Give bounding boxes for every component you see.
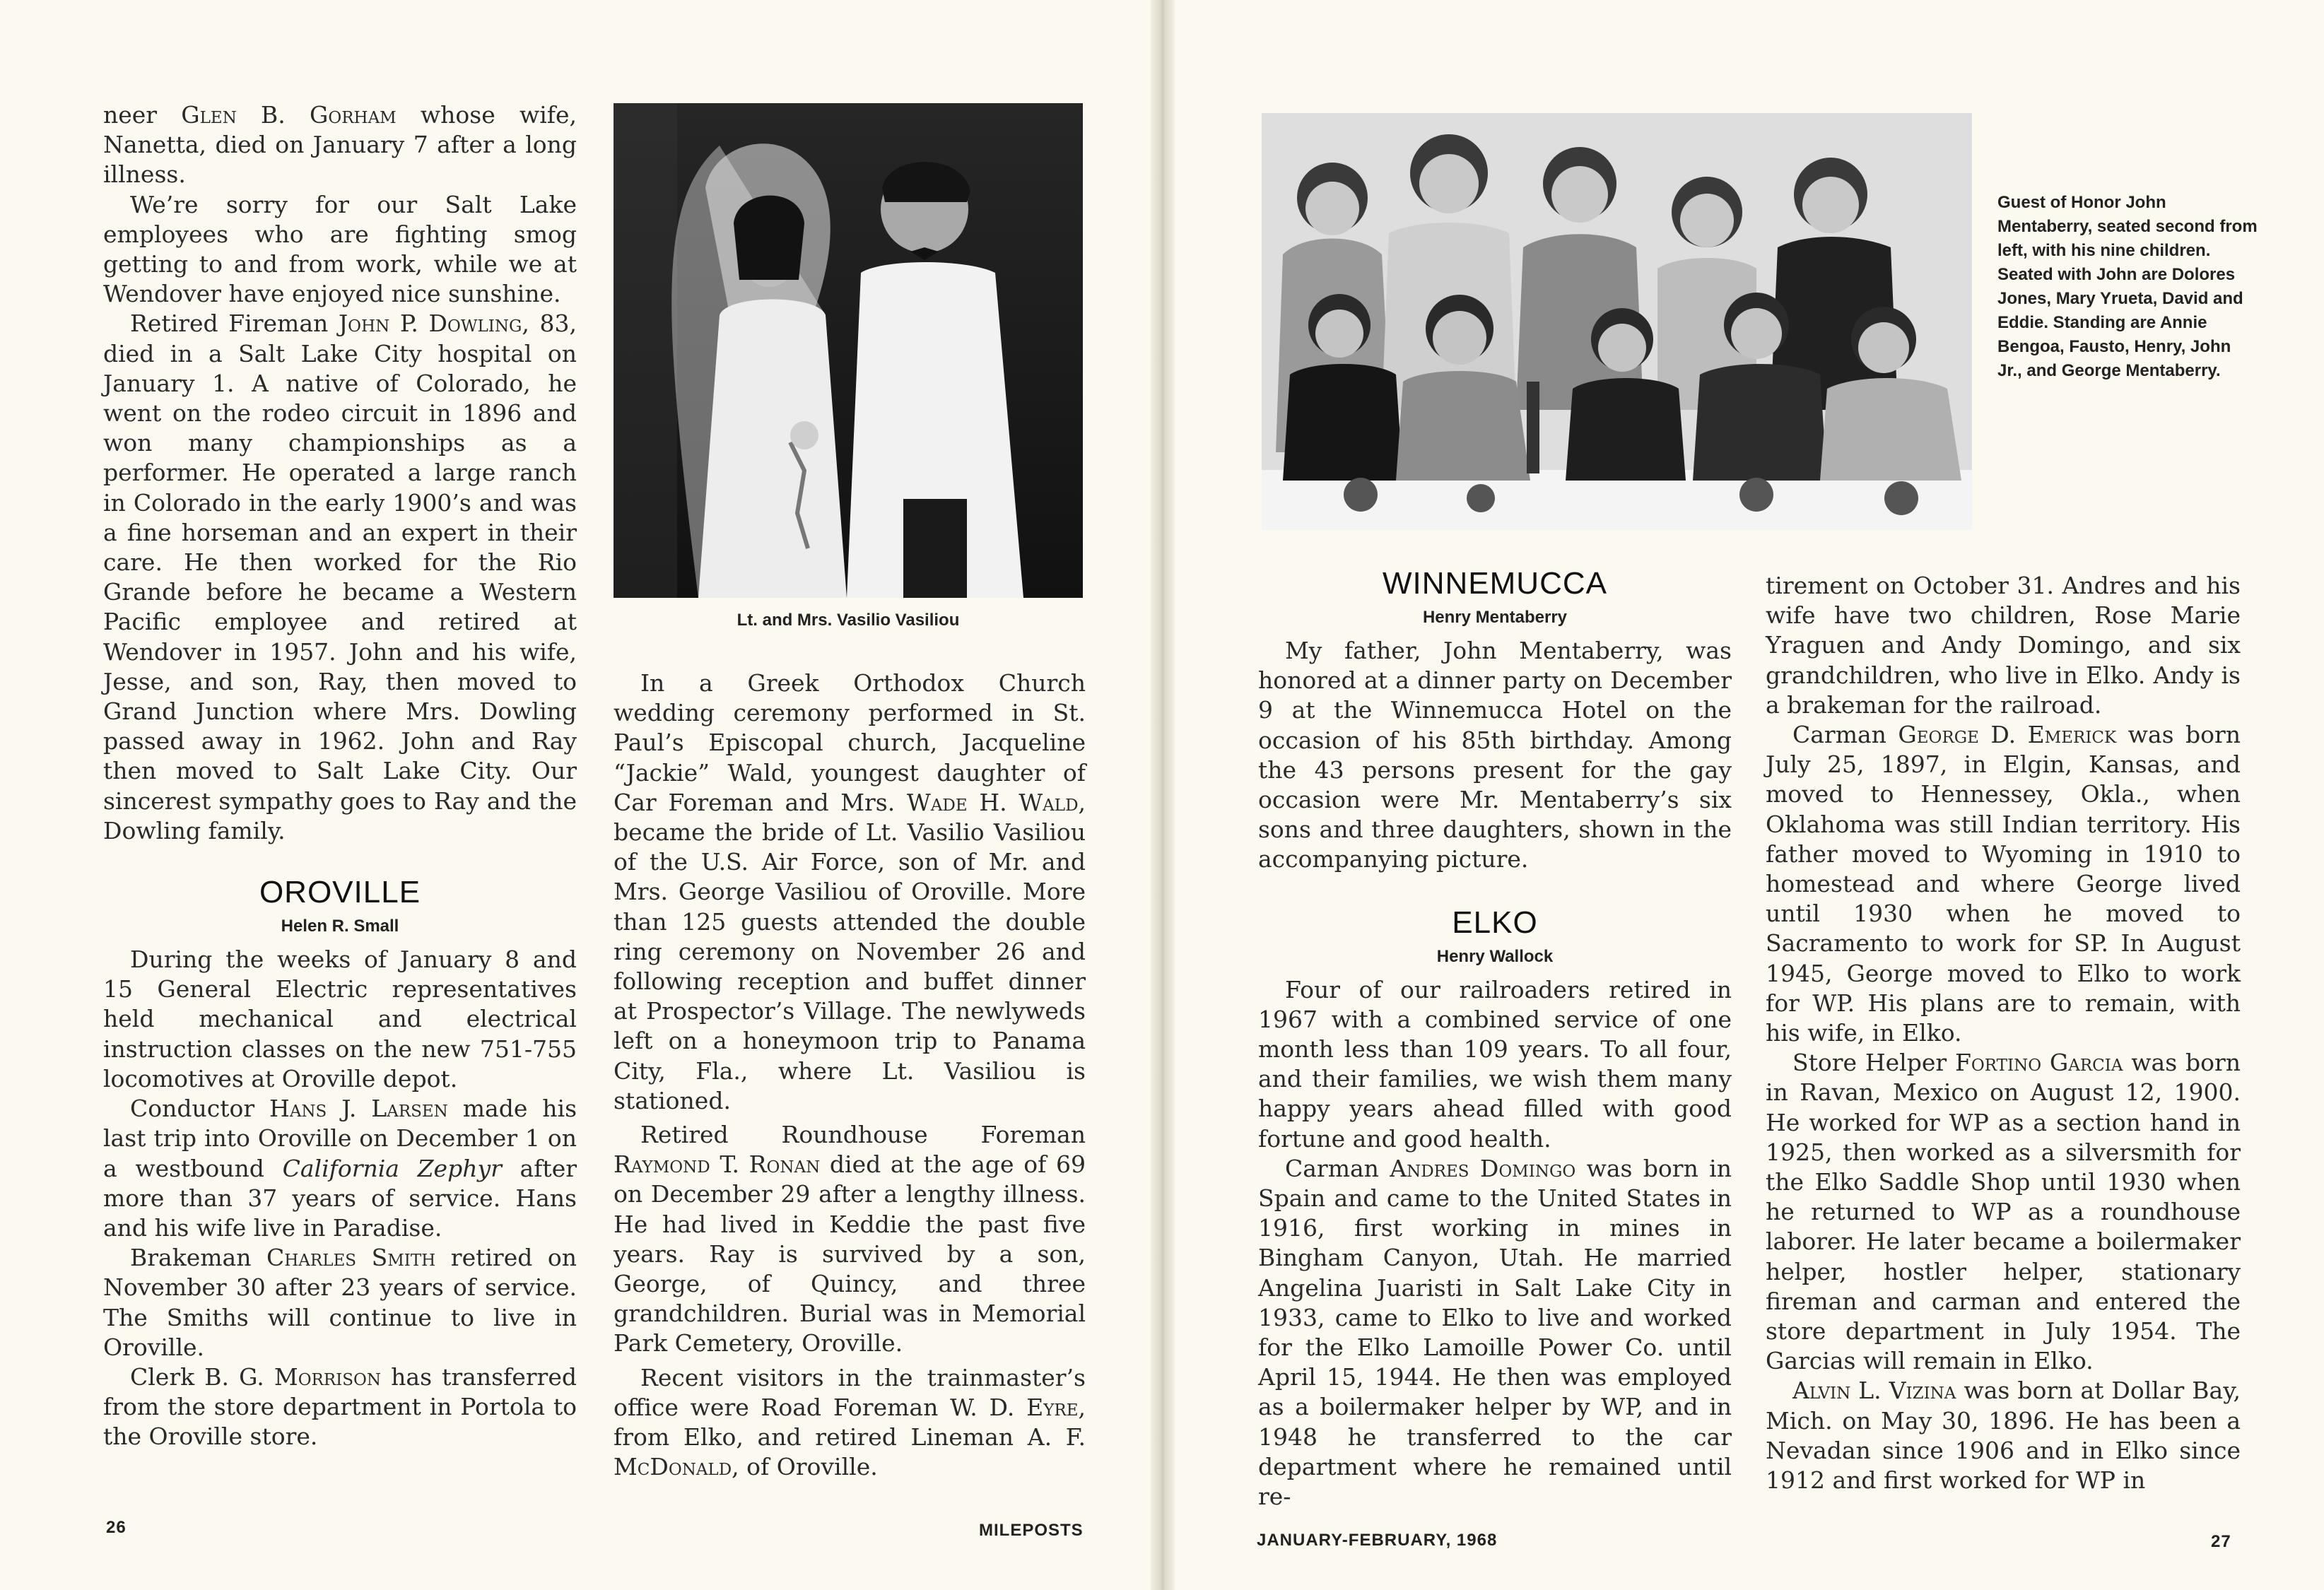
footer-magazine-title: MILEPOSTS — [979, 1521, 1084, 1540]
paragraph: Store Helper Fortino Garcia was born in Ravan, Mexico on August 12, 1900. He worked for WP as a section hand in 1925, then worked as a silversmith for the Elko Saddle Shop until 1930 when he returned to WP as a roundhouse laborer. He later became a boilermaker helper, hostler helper, stationary fireman and carman and entered the store department in July 1954. The Garcias will remain in Elko. — [1766, 1049, 2241, 1375]
paragraph: Alvin L. Vizina was born at Dollar Bay, Mich. on May 30, 1896. He has been a Nevadan since 1906 and in Elko since 1912 and first worked for WP in — [1766, 1377, 2241, 1495]
person-name: B. G. Morrison — [204, 1362, 382, 1391]
person-name: Alvin L. Vizina — [1792, 1377, 1956, 1405]
paragraph: During the weeks of January 8 and 15 General Electric representatives held mechanical and electrical instruction classes on the new 751-755 locomotives at Oroville depot. — [103, 946, 577, 1093]
family-photo-caption: Guest of Honor John Mentaberry, seated second from left, with his nine children. Seated with John are Dolores Jones, Mary Yrueta, David and Eddie. Standing are Annie Bengoa, Fausto, Henry, John Jr., and George Mentaberry. — [1997, 193, 2258, 380]
paragraph: Recent visitors in the trainmaster’s office were Road Foreman W. D. Eyre, from Elko, and retired Lineman A. F. McDonald, of Oroville. — [614, 1363, 1086, 1481]
person-name: A. F. McDonald — [614, 1423, 1086, 1481]
paragraph: We’re sorry for our Salt Lake employees who are fighting smog getting to and from work, while we at Wendover have enjoyed nice sunshine. — [103, 190, 577, 308]
wedding-photo-caption: Lt. and Mrs. Vasilio Vasiliou — [736, 611, 960, 630]
paragraph: Clerk B. G. Morrison has transferred from the store department in Portola to the Oroville store. — [103, 1362, 577, 1451]
person-name: Andres Domingo — [1390, 1154, 1576, 1182]
paragraph: In a Greek Orthodox Church wedding ceremony performed in St. Paul’s Episcopal church, Jacqueline “Jackie” Wald, youngest daughter of Car Foreman and Mrs. Wade H. Wald, became the bride of Lt. Vasilio Vasiliou of the U.S. Air Force, son of Mr. and Mrs. George Vasiliou of Oroville. More than 125 guests attended the double ring ceremony on November 26 and following reception and buffet dinner at Prospector’s Village. The newlyweds left on a honeymoon trip to Panama City, Fla., where Lt. Vasiliou is stationed. — [614, 669, 1086, 1114]
train-name: California Zephyr — [282, 1154, 502, 1182]
left-page-number: 26 — [106, 1518, 127, 1537]
paragraph: tirement on October 31. Andres and his wife have two children, Rose Marie Yraguen and Andy Domingo, and six grandchildren, who live in Elko. Andy is a brakeman for the railroad. — [1766, 572, 2241, 719]
right-column-1 — [1258, 544, 1732, 1512]
person-name: Charles Smith — [266, 1244, 436, 1272]
section-heading-oroville: OROVILLE — [259, 875, 421, 910]
left-column-2 — [614, 669, 1086, 1482]
paragraph: Conductor Hans J. Larsen made his last trip into Oroville on December 1 on a westbound California Zephyr after more than 37 years of service. Hans and his wife live in Paradise. — [103, 1095, 577, 1242]
family-photo-image — [1262, 113, 1972, 530]
wedding-photo-image — [614, 103, 1083, 598]
paragraph: Retired Roundhouse Foreman Raymond T. Ronan died at the age of 69 on December 29 after a lengthy illness. He had lived in Keddie the past five years. Ray is survived by a son, George, of Quincy, and three grandchildren. Burial was in Memorial Park Cemetery, Oroville. — [614, 1121, 1086, 1358]
right-column-2 — [1766, 571, 2241, 1495]
paragraph: Four of our railroaders retired in 1967 with a combined service of one month less than 109 years. To all four, and their families, we wish them many happy years ahead filled with good fortune and good health. — [1258, 975, 1732, 1153]
paragraph: Carman Andres Domingo was born in Spain and came to the United States in 1916, first working in mines in Bingham Canyon, Utah. He married Angelina Juaristi in Salt Lake City in 1933, came to Elko to live and worked for the Elko Lamoille Power Co. until April 15, 1944. He then was employed as a boilermaker helper by WP, and in 1948 he transferred to the car department where he remained until re- — [1258, 1154, 1732, 1511]
person-name: W. D. Eyre — [950, 1393, 1079, 1421]
left-column-1 — [103, 100, 577, 1452]
page-gutter — [1151, 0, 1175, 1590]
footer-issue-date: JANUARY-FEBRUARY, 1968 — [1257, 1531, 1498, 1550]
person-name: Fortino Garcia — [1954, 1049, 2123, 1077]
section-byline: Helen R. Small — [281, 917, 399, 936]
person-name: Raymond T. Ronan — [614, 1150, 821, 1179]
right-page-number: 27 — [2211, 1532, 2231, 1551]
section-heading-elko: ELKO — [1452, 905, 1538, 940]
wedding-photo — [614, 103, 1083, 598]
section-byline: Henry Mentaberry — [1422, 608, 1568, 627]
paragraph: Carman George D. Emerick was born July 25, 1897, in Elgin, Kansas, and moved to Hennessey, Okla., when Oklahoma was still Indian territory. His father moved to Wyoming in 1910 to homestead and where George lived until 1930 when he moved to Sacramento to work for SP. In August 1945, George moved to Elko to work for WP. His plans are to remain, with his wife, in Elko. — [1766, 721, 2241, 1047]
section-heading-winnemucca: WINNEMUCCA — [1383, 566, 1607, 601]
family-photo — [1262, 113, 1972, 530]
paragraph: neer Glen B. Gorham whose wife, Nanetta, died on January 7 after a long illness. — [103, 101, 577, 189]
person-name: George D. Emerick — [1898, 721, 2117, 749]
person-name: Glen B. Gorham — [181, 101, 397, 129]
person-name: Wade H. Wald — [906, 788, 1079, 816]
section-byline: Henry Wallock — [1436, 946, 1554, 966]
person-name: Hans J. Larsen — [269, 1095, 448, 1123]
person-name: John P. Dowling — [338, 310, 522, 338]
paragraph: Brakeman Charles Smith retired on November 30 after 23 years of service. The Smiths will continue to live in Oroville. — [103, 1244, 577, 1361]
paragraph: Retired Fireman John P. Dowling, 83, died in a Salt Lake City hospital on January 1. A native of Colorado, he went on the rodeo circuit in 1896 and won many championships as a performer. He operated a large ranch in Colorado in the early 1900’s and was a fine horseman and an expert in their care. He then worked for the Rio Grande before he became a Western Pacific employee and retired at Wendover in 1957. John and his wife, Jesse, and son, Ray, then moved to Grand Junction where Mrs. Dowling passed away in 1962. John and Ray then moved to Salt Lake City. Our sincerest sympathy goes to Ray and the Dowling family. — [103, 310, 577, 844]
paragraph: My father, John Mentaberry, was honored at a dinner party on December 9 at the Winnemucca Hotel on the occasion of his 85th birthday. Among the 43 persons present for the gay occasion were Mr. Mentaberry’s six sons and three daughters, shown in the accompanying picture. — [1258, 637, 1732, 873]
